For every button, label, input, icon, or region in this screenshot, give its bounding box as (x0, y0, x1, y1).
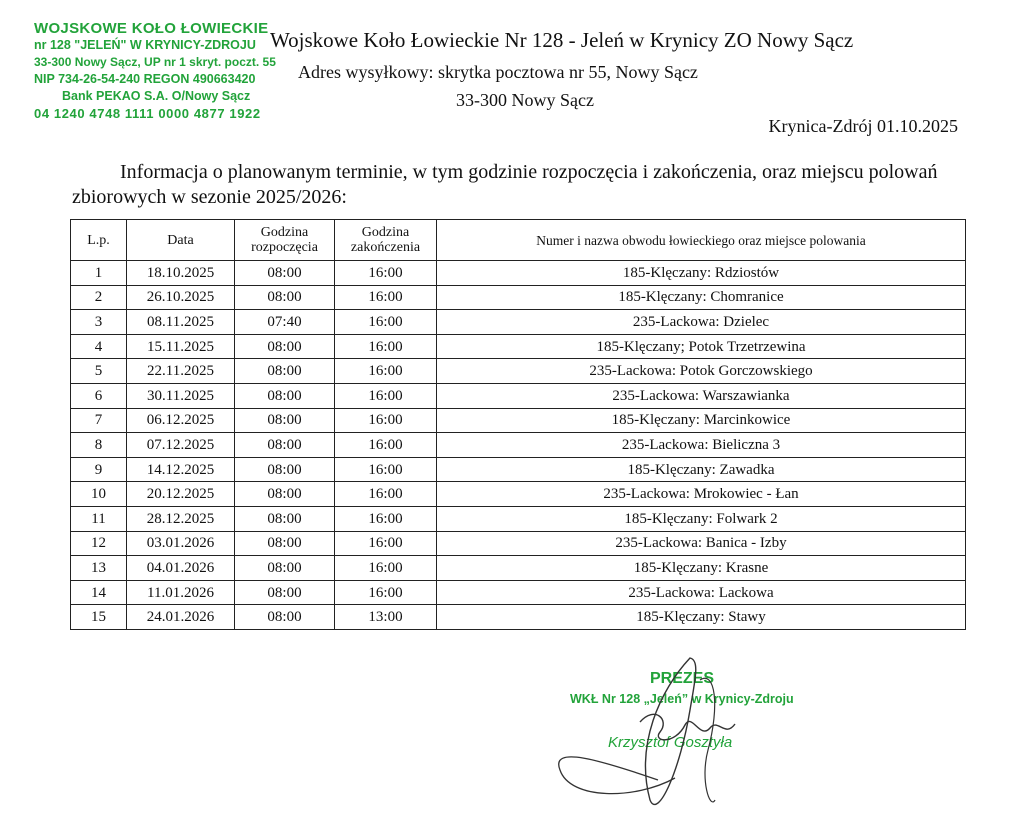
signature-club: WKŁ Nr 128 „Jeleń” w Krynicy-Zdroju (570, 692, 794, 706)
cell-start: 08:00 (235, 506, 335, 531)
cell-lp: 2 (71, 285, 127, 310)
cell-date: 07.12.2025 (127, 433, 235, 458)
cell-date: 24.01.2026 (127, 605, 235, 630)
cell-end: 16:00 (335, 310, 437, 335)
cell-start: 07:40 (235, 310, 335, 335)
table-row (71, 580, 966, 605)
cell-location: 235-Lackowa: Banica - Izby (437, 531, 966, 556)
cell-location: 185-Klęczany: Folwark 2 (437, 506, 966, 531)
cell-start: 08:00 (235, 408, 335, 433)
signature-block (540, 650, 860, 824)
cell-end: 16:00 (335, 556, 437, 581)
cell-date: 06.12.2025 (127, 408, 235, 433)
cell-location: 185-Klęczany: Chomranice (437, 285, 966, 310)
cell-end: 16:00 (335, 482, 437, 507)
header-start: Godzina rozpoczęcia (235, 220, 335, 261)
stamp-line-name: WOJSKOWE KOŁO ŁOWIECKIE (34, 20, 269, 37)
cell-lp: 8 (71, 433, 127, 458)
postal-city: 33-300 Nowy Sącz (456, 90, 594, 110)
cell-start: 08:00 (235, 285, 335, 310)
cell-start: 08:00 (235, 482, 335, 507)
cell-location: 235-Lackowa: Lackowa (437, 580, 966, 605)
cell-start: 08:00 (235, 556, 335, 581)
mailing-address: Adres wysyłkowy: skrytka pocztowa nr 55, Nowy Sącz (298, 62, 698, 82)
hunt-schedule-table (70, 219, 966, 630)
cell-start: 08:00 (235, 457, 335, 482)
cell-lp: 5 (71, 359, 127, 384)
cell-start: 08:00 (235, 383, 335, 408)
cell-date: 22.11.2025 (127, 359, 235, 384)
cell-end: 16:00 (335, 580, 437, 605)
cell-lp: 15 (71, 605, 127, 630)
cell-start: 08:00 (235, 605, 335, 630)
cell-date: 15.11.2025 (127, 334, 235, 359)
table-row (71, 310, 966, 335)
stamp-line-number: nr 128 "JELEŃ" W KRYNICY-ZDROJU (34, 38, 256, 52)
table-row (71, 359, 966, 384)
cell-lp: 7 (71, 408, 127, 433)
stamp-line-bank: Bank PEKAO S.A. O/Nowy Sącz (62, 89, 251, 103)
table-row (71, 433, 966, 458)
cell-lp: 11 (71, 506, 127, 531)
handwritten-signature (540, 650, 860, 824)
cell-location: 235-Lackowa: Dzielec (437, 310, 966, 335)
table-row (71, 457, 966, 482)
cell-start: 08:00 (235, 580, 335, 605)
cell-end: 16:00 (335, 408, 437, 433)
cell-date: 28.12.2025 (127, 506, 235, 531)
cell-start: 08:00 (235, 531, 335, 556)
cell-date: 08.11.2025 (127, 310, 235, 335)
cell-date: 04.01.2026 (127, 556, 235, 581)
cell-start: 08:00 (235, 261, 335, 286)
cell-location: 185-Klęczany: Marcinkowice (437, 408, 966, 433)
cell-lp: 12 (71, 531, 127, 556)
cell-end: 16:00 (335, 261, 437, 286)
cell-date: 20.12.2025 (127, 482, 235, 507)
intro-paragraph: Informacja o planowanym terminie, w tym godzinie rozpoczęcia i zakończenia, oraz miejscu polowań zbiorowych w sezonie 2025/2026: (72, 161, 938, 208)
cell-end: 16:00 (335, 334, 437, 359)
cell-end: 16:00 (335, 359, 437, 384)
cell-lp: 1 (71, 261, 127, 286)
cell-location: 235-Lackowa: Warszawianka (437, 383, 966, 408)
table-row (71, 334, 966, 359)
table-row (71, 482, 966, 507)
cell-location: 235-Lackowa: Mrokowiec - Łan (437, 482, 966, 507)
header-lp: L.p. (71, 220, 127, 261)
cell-end: 16:00 (335, 457, 437, 482)
signature-role: PREZES (650, 670, 715, 687)
table-row (71, 285, 966, 310)
cell-lp: 14 (71, 580, 127, 605)
header-end: Godzina zakończenia (335, 220, 437, 261)
cell-date: 14.12.2025 (127, 457, 235, 482)
cell-end: 16:00 (335, 383, 437, 408)
cell-location: 185-Klęczany; Potok Trzetrzewina (437, 334, 966, 359)
signature-name: Krzysztof Gosztyła (608, 734, 733, 751)
stamp-line-nip-regon: NIP 734-26-54-240 REGON 490663420 (34, 72, 256, 86)
table-row (71, 383, 966, 408)
cell-date: 18.10.2025 (127, 261, 235, 286)
cell-location: 185-Klęczany: Stawy (437, 605, 966, 630)
cell-end: 13:00 (335, 605, 437, 630)
cell-lp: 10 (71, 482, 127, 507)
cell-lp: 13 (71, 556, 127, 581)
table-row (71, 261, 966, 286)
cell-end: 16:00 (335, 506, 437, 531)
table-header-row (71, 220, 966, 261)
cell-lp: 4 (71, 334, 127, 359)
header-location: Numer i nazwa obwodu łowieckiego oraz miejsce polowania (437, 220, 966, 261)
cell-start: 08:00 (235, 334, 335, 359)
cell-location: 185-Klęczany: Krasne (437, 556, 966, 581)
cell-date: 30.11.2025 (127, 383, 235, 408)
cell-location: 185-Klęczany: Zawadka (437, 457, 966, 482)
cell-date: 11.01.2026 (127, 580, 235, 605)
cell-lp: 9 (71, 457, 127, 482)
table-row (71, 506, 966, 531)
cell-end: 16:00 (335, 433, 437, 458)
cell-lp: 3 (71, 310, 127, 335)
stamp-line-address: 33-300 Nowy Sącz, UP nr 1 skryt. poczt. 55 (34, 55, 276, 69)
cell-lp: 6 (71, 383, 127, 408)
cell-start: 08:00 (235, 433, 335, 458)
table-row (71, 531, 966, 556)
document-title: Wojskowe Koło Łowieckie Nr 128 - Jeleń w Krynicy ZO Nowy Sącz (270, 28, 854, 52)
stamp-line-account: 04 1240 4748 1111 0000 4877 1922 (34, 106, 261, 121)
cell-start: 08:00 (235, 359, 335, 384)
table-row (71, 408, 966, 433)
cell-location: 235-Lackowa: Bieliczna 3 (437, 433, 966, 458)
header-date: Data (127, 220, 235, 261)
table-row (71, 556, 966, 581)
cell-date: 03.01.2026 (127, 531, 235, 556)
date-place: Krynica-Zdrój 01.10.2025 (768, 116, 958, 136)
cell-end: 16:00 (335, 285, 437, 310)
cell-end: 16:00 (335, 531, 437, 556)
cell-location: 185-Klęczany: Rdziostów (437, 261, 966, 286)
cell-date: 26.10.2025 (127, 285, 235, 310)
table-row (71, 605, 966, 630)
cell-location: 235-Lackowa: Potok Gorczowskiego (437, 359, 966, 384)
